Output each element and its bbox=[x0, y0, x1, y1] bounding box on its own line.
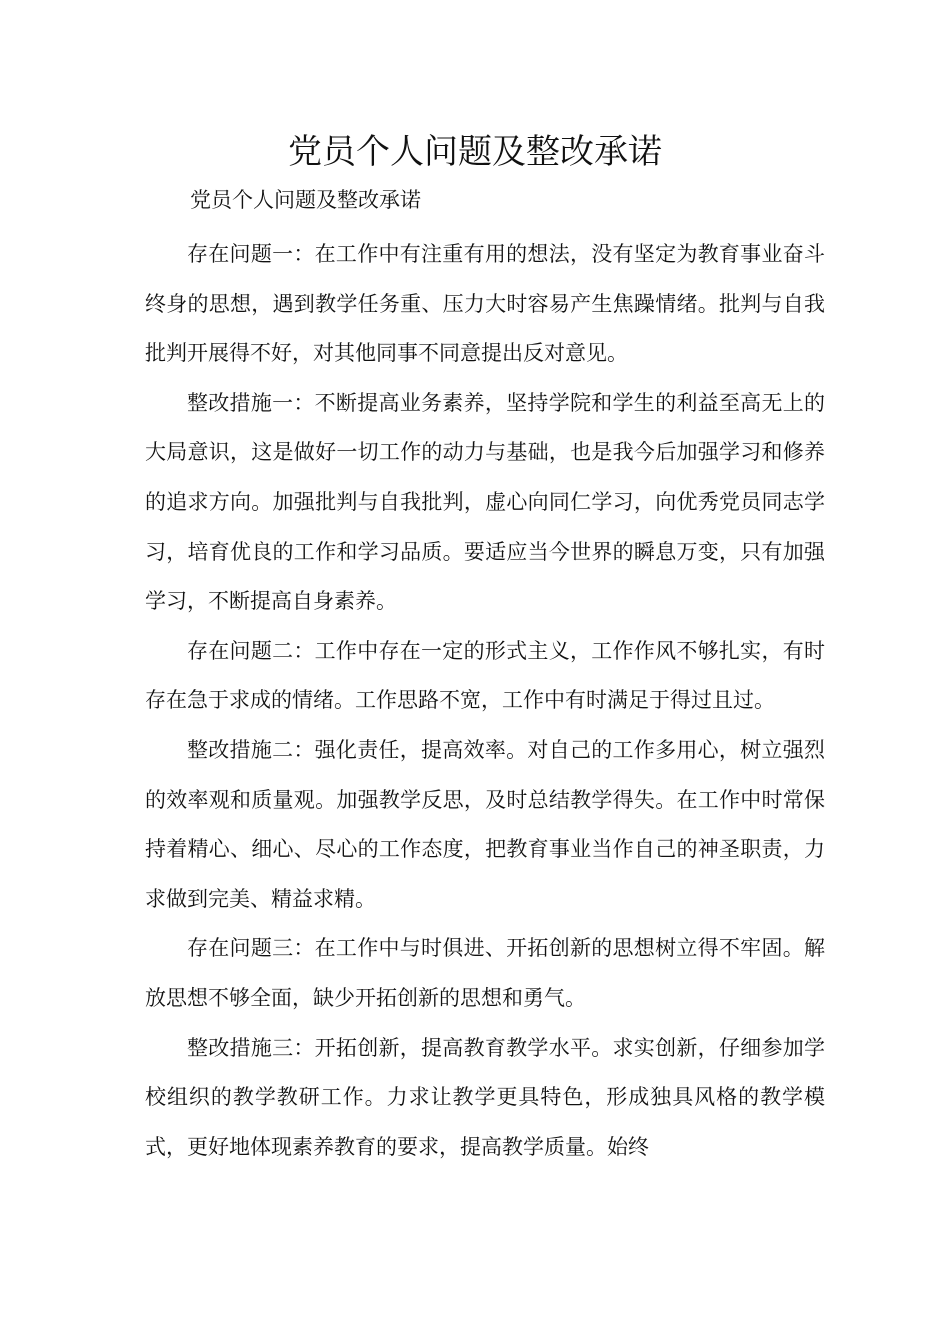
paragraph-problem-1: 存在问题一：在工作中有注重有用的想法，没有坚定为教育事业奋斗终身的思想，遇到教学任务重、压力大时容易产生焦躁情绪。批判与自我批判开展得不好，对其他同事不同意提出反对意见。 bbox=[145, 242, 825, 366]
document-title: 党员个人问题及整改承诺 bbox=[288, 132, 662, 172]
document-body bbox=[145, 230, 825, 1172]
paragraph-measure-1: 整改措施一：不断提高业务素养，坚持学院和学生的利益至高无上的大局意识，这是做好一切工作的动力与基础，也是我今后加强学习和修养的追求方向。加强批判与自我批判，虚心向同仁学习，向优秀党员同志学习，培育优良的工作和学习品质。要适应当今世界的瞬息万变，只有加强学习，不断提高自身素养。 bbox=[145, 390, 825, 614]
paragraph-problem-3: 存在问题三：在工作中与时俱进、开拓创新的思想树立得不牢固。解放思想不够全面，缺少开拓创新的思想和勇气。 bbox=[145, 936, 825, 1010]
document-subtitle: 党员个人问题及整改承诺 bbox=[190, 188, 421, 212]
paragraph-problem-2: 存在问题二：工作中存在一定的形式主义，工作作风不够扎实，有时存在急于求成的情绪。工作思路不宽，工作中有时满足于得过且过。 bbox=[145, 638, 825, 713]
paragraph-measure-2: 整改措施二：强化责任，提高效率。对自己的工作多用心，树立强烈的效率观和质量观。加强教学反思，及时总结教学得失。在工作中时常保持着精心、细心、尽心的工作态度，把教育事业当作自己的神圣职责，力求做到完美、精益求精。 bbox=[145, 737, 825, 911]
paragraph-measure-3: 整改措施三：开拓创新，提高教育教学水平。求实创新，仔细参加学校组织的教学教研工作。力求让教学更具特色，形成独具风格的教学模式，更好地体现素养教育的要求，提高教学质量。始终 bbox=[145, 1035, 825, 1159]
